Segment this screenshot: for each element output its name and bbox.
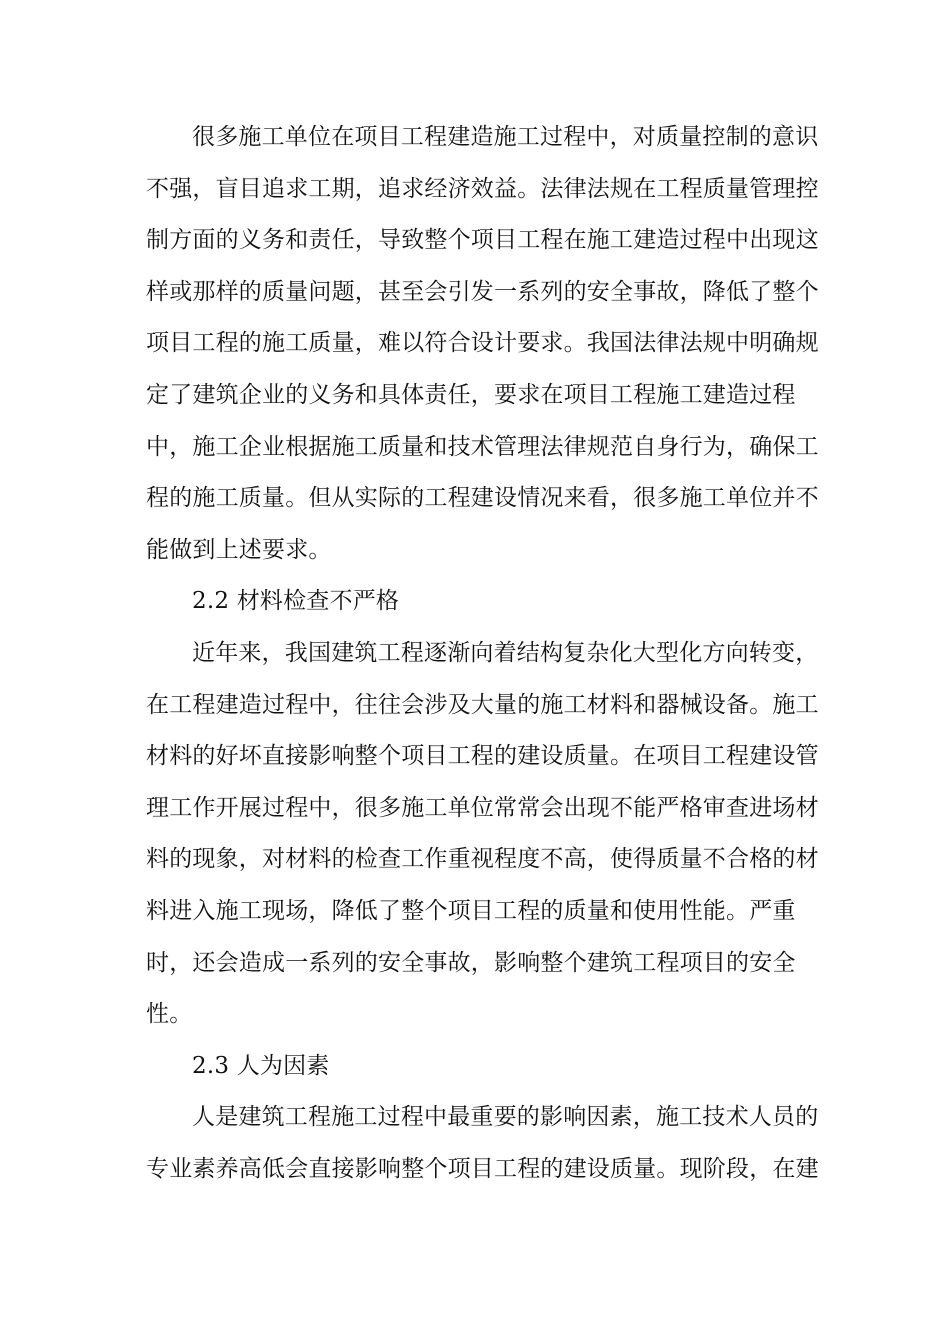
paragraph-line: 性。 (146, 1001, 193, 1028)
paragraph-line: 样或那样的质量问题，甚至会引发一系列的安全事故，降低了整个 (146, 278, 819, 305)
paragraph-line: 不强，盲目追求工期，追求经济效益。法律法规在工程质量管理控 (146, 175, 819, 202)
paragraph-line: 在工程建造过程中，往往会涉及大量的施工材料和器械设备。施工 (146, 691, 819, 718)
paragraph-line: 人是建筑工程施工过程中最重要的影响因素，施工技术人员的 (192, 1104, 819, 1131)
paragraph-2 (146, 628, 819, 1041)
document-body (146, 112, 819, 1195)
paragraph-line: 程的施工质量。但从实际的工程建设情况来看，很多施工单位并不 (146, 485, 819, 512)
paragraph-line: 时，还会造成一系列的安全事故，影响整个建筑工程项目的安全 (146, 949, 796, 976)
paragraph-line: 料进入施工现场，降低了整个项目工程的质量和使用性能。严重 (146, 897, 796, 924)
section-heading-2-2: 2.2 材料检查不严格 (192, 588, 400, 615)
paragraph-line: 中，施工企业根据施工质量和技术管理法律规范自身行为，确保工 (146, 433, 819, 460)
paragraph-line: 制方面的义务和责任，导致整个项目工程在施工建造过程中出现这 (146, 227, 819, 254)
paragraph-1 (146, 112, 819, 576)
paragraph-line: 近年来，我国建筑工程逐渐向着结构复杂化大型化方向转变， (192, 639, 819, 666)
paragraph-line: 很多施工单位在项目工程建造施工过程中，对质量控制的意识 (192, 124, 819, 150)
paragraph-line: 项目工程的施工质量，难以符合设计要求。我国法律法规中明确规 (146, 330, 819, 357)
paragraph-line: 理工作开展过程中，很多施工单位常常会出现不能严格审查进场材 (146, 794, 819, 821)
paragraph-line: 专业素养高低会直接影响整个项目工程的建设质量。现阶段，在建 (146, 1155, 819, 1182)
paragraph-line: 料的现象，对材料的检查工作重视程度不高，使得质量不合格的材 (146, 846, 819, 873)
paragraph-3 (146, 1092, 819, 1195)
paragraph-line: 材料的好坏直接影响整个项目工程的建设质量。在项目工程建设管 (146, 743, 819, 770)
paragraph-line: 定了建筑企业的义务和具体责任，要求在项目工程施工建造过程 (146, 381, 796, 408)
paragraph-line: 能做到上述要求。 (146, 536, 332, 563)
section-heading-2-3: 2.3 人为因素 (192, 1052, 330, 1079)
